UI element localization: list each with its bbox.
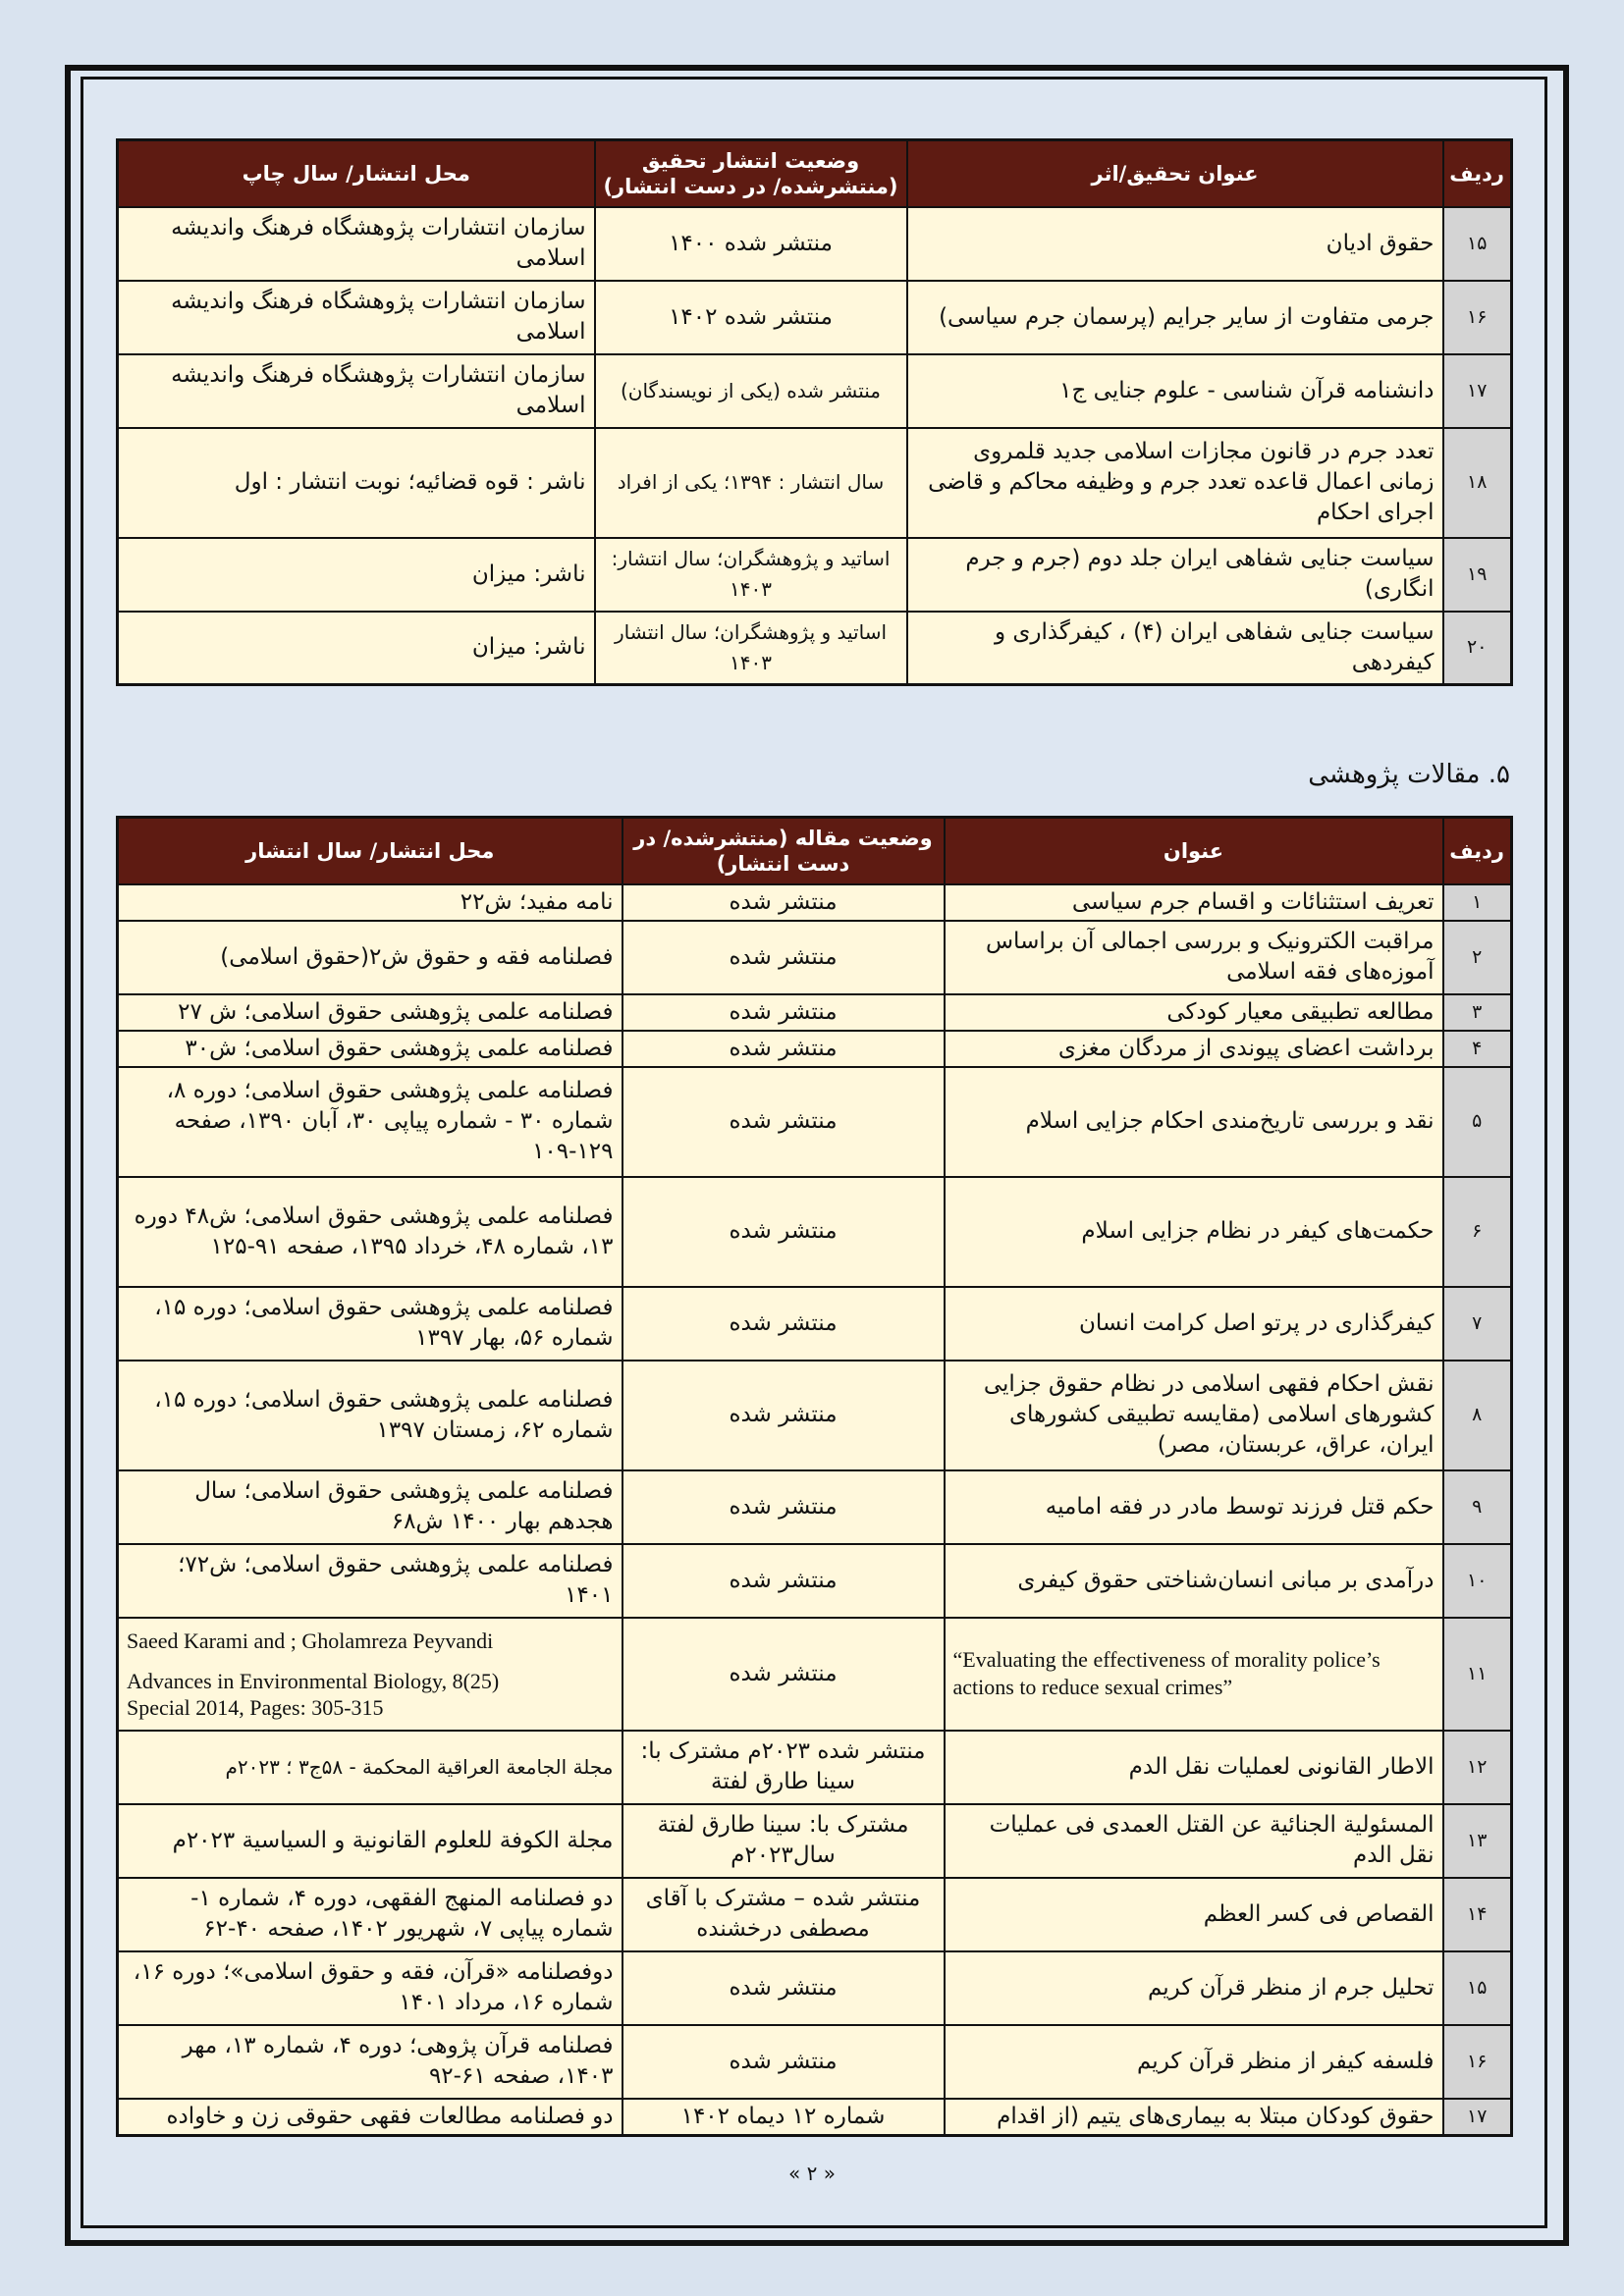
row-num: ۱۳ — [1443, 1804, 1512, 1878]
row-status: منتشر شده ۲۰۲۳م مشترک با: سینا طارق لفتة — [623, 1731, 945, 1804]
row-status: شماره ۱۲ دیماه ۱۴۰۲ — [623, 2099, 945, 2136]
row-title: حکم قتل فرزند توسط مادر در فقه امامیه — [945, 1470, 1443, 1544]
row-publisher: مجلة الجامعة العراقیة المحکمة - ۵۸ج۳ ؛ ۲۰۲۳م — [118, 1731, 623, 1804]
table-row — [118, 612, 1512, 685]
page-number: « ۲ » — [788, 2162, 836, 2185]
row-title: برداشت اعضای پیوندی از مردگان مغزی — [945, 1031, 1443, 1067]
row-publisher: فصلنامه علمی پژوهشی حقوق اسلامی؛ دوره ۱۵، شماره ۵۶، بهار ۱۳۹۷ — [118, 1287, 623, 1361]
row-num: ۹ — [1443, 1470, 1512, 1544]
row-num: ۳ — [1443, 994, 1512, 1031]
table-row — [118, 1544, 1512, 1618]
row-title: تحلیل جرم از منظر قرآن کریم — [945, 1951, 1443, 2025]
header-num: ردیف — [1443, 818, 1512, 884]
row-title: فلسفه کیفر از منظر قرآن کریم — [945, 2025, 1443, 2099]
row-title: حکمت‌های کیفر در نظام جزایی اسلام — [945, 1177, 1443, 1287]
row-status: منتشر شده — [623, 994, 945, 1031]
row-title: نقش احکام فقهی اسلامی در نظام حقوق جزایی کشورهای اسلامی (مقایسه تطبیقی کشورهای ایران، عراق، عربستان، مصر) — [945, 1361, 1443, 1470]
publisher-journal: Advances in Environmental Biology, 8(25) — [127, 1668, 500, 1693]
row-title: تعریف استثنائات و اقسام جرم سیاسی — [945, 884, 1443, 921]
table-row — [118, 1470, 1512, 1544]
row-status: منتشر شده — [623, 1177, 945, 1287]
row-publisher: فصلنامه علمی پژوهشی حقوق اسلامی؛ ش۷۲؛ ۱۴۰۱ — [118, 1544, 623, 1618]
row-status: منتشر شده — [623, 2025, 945, 2099]
row-publisher: دو فصلنامه مطالعات فقهی حقوقی زن و خاواده — [118, 2099, 623, 2136]
row-num: ۱۲ — [1443, 1731, 1512, 1804]
table-row — [118, 1177, 1512, 1287]
table-row — [118, 921, 1512, 994]
row-num: ۱۰ — [1443, 1544, 1512, 1618]
row-status: منتشر شده — [623, 1031, 945, 1067]
table-row — [118, 207, 1512, 281]
row-status: منتشر شده ۱۴۰۲ — [595, 281, 907, 354]
row-publisher — [118, 1618, 623, 1731]
row-status: منتشر شده – مشترک با آقای مصطفی درخشنده — [623, 1878, 945, 1951]
row-num: ۶ — [1443, 1177, 1512, 1287]
row-publisher: دو فصلنامه المنهج الفقهی، دوره ۴، شماره ۱- شماره پیاپی ۷، شهریور ۱۴۰۲، صفحه ۴۰-۶۲ — [118, 1878, 623, 1951]
row-num: ۱۶ — [1443, 281, 1512, 354]
row-title: مراقبت الکترونیک و بررسی اجمالی آن براساس آموزه‌های فقه اسلامی — [945, 921, 1443, 994]
row-title: حقوق ادیان — [907, 207, 1443, 281]
row-title: سیاست جنایی شفاهی ایران جلد دوم (جرم و جرم انگاری) — [907, 538, 1443, 612]
row-publisher: فصلنامه علمی پژوهشی حقوق اسلامی؛ ش۴۸ دوره ۱۳، شماره ۴۸، خرداد ۱۳۹۵، صفحه ۹۱-۱۲۵ — [118, 1177, 623, 1287]
header-status: وضعیت مقاله (منتشرشده/ در دست انتشار) — [623, 818, 945, 884]
table-row — [118, 2099, 1512, 2136]
row-num: ۱۸ — [1443, 428, 1512, 538]
row-publisher: فصلنامه علمی پژوهشی حقوق اسلامی؛ ش۳۰ — [118, 1031, 623, 1067]
row-status: منتشر شده — [623, 884, 945, 921]
row-title: درآمدی بر مبانی انسان‌شناختی حقوق کیفری — [945, 1544, 1443, 1618]
row-num: ۲۰ — [1443, 612, 1512, 685]
row-title: “Evaluating the effectiveness of morality police’s actions to reduce sexual crimes” — [945, 1618, 1443, 1731]
row-title: مطالعه تطبیقی معیار کودکی — [945, 994, 1443, 1031]
row-publisher: فصلنامه علمی پژوهشی حقوق اسلامی؛ دوره ۸، شماره ۳۰ - شماره پیاپی ۳۰، آبان ۱۳۹۰، صفحه ۱۲۹-۱۰۹ — [118, 1067, 623, 1177]
row-num: ۲ — [1443, 921, 1512, 994]
row-publisher: سازمان انتشارات پژوهشگاه فرهنگ واندیشه اسلامی — [118, 207, 595, 281]
row-num: ۱۵ — [1443, 207, 1512, 281]
row-publisher: فصلنامه فقه و حقوق ش۲(حقوق اسلامی) — [118, 921, 623, 994]
row-title: نقد و بررسی تاریخ‌مندی احکام جزایی اسلام — [945, 1067, 1443, 1177]
row-publisher: نامه مفید؛ ش۲۲ — [118, 884, 623, 921]
row-status: منتشر شده — [623, 1470, 945, 1544]
header-title: عنوان تحقیق/اثر — [907, 140, 1443, 207]
research-works-table — [116, 138, 1513, 686]
row-publisher: فصلنامه علمی پژوهشی حقوق اسلامی؛ ش ۲۷ — [118, 994, 623, 1031]
table-row — [118, 354, 1512, 428]
row-publisher: فصلنامه قرآن پژوهی؛ دوره ۴، شماره ۱۳، مهر ۱۴۰۳، صفحه ۶۱-۹۲ — [118, 2025, 623, 2099]
row-publisher: ناشر: میزان — [118, 538, 595, 612]
row-num: ۵ — [1443, 1067, 1512, 1177]
row-publisher: مجلة الکوفة للعلوم القانونیة و السیاسیة ۲۰۲۳م — [118, 1804, 623, 1878]
row-num: ۱۴ — [1443, 1878, 1512, 1951]
row-status: منتشر شده (یکی از نویسندگان) — [595, 354, 907, 428]
header-title: عنوان — [945, 818, 1443, 884]
header-num: ردیف — [1443, 140, 1512, 207]
publisher-pages: Special 2014, Pages: 305-315 — [127, 1694, 384, 1720]
row-status: منتشر شده — [623, 921, 945, 994]
row-status: منتشر شده — [623, 1544, 945, 1618]
row-num: ۱۶ — [1443, 2025, 1512, 2099]
row-status: منتشر شده — [623, 1361, 945, 1470]
row-status: سال انتشار : ۱۳۹۴؛ یکی از افراد — [595, 428, 907, 538]
row-num: ۱۷ — [1443, 2099, 1512, 2136]
publisher-authors: Saeed Karami and ; Gholamreza Peyvandi — [127, 1628, 494, 1653]
row-num: ۴ — [1443, 1031, 1512, 1067]
table-row — [118, 1361, 1512, 1470]
table-row — [118, 1731, 1512, 1804]
row-num: ۱۱ — [1443, 1618, 1512, 1731]
row-status: اساتید و پژوهشگران؛ سال انتشار ۱۴۰۳ — [595, 612, 907, 685]
row-num: ۱۹ — [1443, 538, 1512, 612]
row-publisher: ناشر : قوه قضائیه؛ نوبت انتشار : اول — [118, 428, 595, 538]
row-publisher: ناشر: میزان — [118, 612, 595, 685]
row-status: منتشر شده — [623, 1287, 945, 1361]
table-row — [118, 2025, 1512, 2099]
row-publisher: دوفصلنامه «قرآن، فقه و حقوق اسلامی»؛ دوره ۱۶، شماره ۱۶، مرداد ۱۴۰۱ — [118, 1951, 623, 2025]
table-row — [118, 884, 1512, 921]
row-title: سیاست جنایی شفاهی ایران (۴) ، کیفرگذاری و کیفردهی — [907, 612, 1443, 685]
row-title: دانشنامه قرآن شناسی - علوم جنایی ج۱ — [907, 354, 1443, 428]
row-status: منتشر شده — [623, 1067, 945, 1177]
row-num: ۸ — [1443, 1361, 1512, 1470]
research-articles-table — [116, 816, 1513, 2137]
row-title: جرمی متفاوت از سایر جرایم (پرسمان جرم سیاسی) — [907, 281, 1443, 354]
row-title: القصاص فی کسر العظم — [945, 1878, 1443, 1951]
row-publisher: سازمان انتشارات پژوهشگاه فرهنگ واندیشه اسلامی — [118, 281, 595, 354]
row-publisher: فصلنامه علمی پژوهشی حقوق اسلامی؛ سال هجدهم بهار ۱۴۰۰ ش۶۸ — [118, 1470, 623, 1544]
row-status: مشترک با: سینا طارق لفتة سال۲۰۲۳م — [623, 1804, 945, 1878]
row-publisher: فصلنامه علمی پژوهشی حقوق اسلامی؛ دوره ۱۵، شماره ۶۲، زمستان ۱۳۹۷ — [118, 1361, 623, 1470]
row-title: کیفرگذاری در پرتو اصل کرامت انسان — [945, 1287, 1443, 1361]
row-num: ۱ — [1443, 884, 1512, 921]
table-row — [118, 1067, 1512, 1177]
header-publisher: محل انتشار/ سال چاپ — [118, 140, 595, 207]
table-row — [118, 1287, 1512, 1361]
section-heading: ۵. مقالات پژوهشی — [1308, 760, 1510, 789]
table-row — [118, 1804, 1512, 1878]
row-title: الاطار القانونی لعملیات نقل الدم — [945, 1731, 1443, 1804]
row-publisher: سازمان انتشارات پژوهشگاه فرهنگ واندیشه اسلامی — [118, 354, 595, 428]
row-status: منتشر شده — [623, 1618, 945, 1731]
header-status: وضعیت انتشار تحقیق (منتشرشده/ در دست انتشار) — [595, 140, 907, 207]
row-status: منتشر شده ۱۴۰۰ — [595, 207, 907, 281]
row-status: منتشر شده — [623, 1951, 945, 2025]
table-row — [118, 281, 1512, 354]
row-title: تعدد جرم در قانون مجازات اسلامی جدید قلمروی زمانی اعمال قاعده تعدد جرم و وظیفه محاکم و قاضی اجرای احکام — [907, 428, 1443, 538]
table-row — [118, 1031, 1512, 1067]
row-title: المسئولیة الجنائیة عن القتل العمدی فی عملیات نقل الدم — [945, 1804, 1443, 1878]
row-num: ۱۵ — [1443, 1951, 1512, 2025]
row-num: ۱۷ — [1443, 354, 1512, 428]
table-row — [118, 994, 1512, 1031]
table-row — [118, 428, 1512, 538]
table-row — [118, 538, 1512, 612]
table-row — [118, 1878, 1512, 1951]
row-status: اساتید و پژوهشگران؛ سال انتشار: ۱۴۰۳ — [595, 538, 907, 612]
row-num: ۷ — [1443, 1287, 1512, 1361]
header-publisher: محل انتشار/ سال انتشار — [118, 818, 623, 884]
row-title: حقوق کودکان مبتلا به بیماری‌های یتیم (از اقدام — [945, 2099, 1443, 2136]
table-row — [118, 1951, 1512, 2025]
table-row — [118, 1618, 1512, 1731]
